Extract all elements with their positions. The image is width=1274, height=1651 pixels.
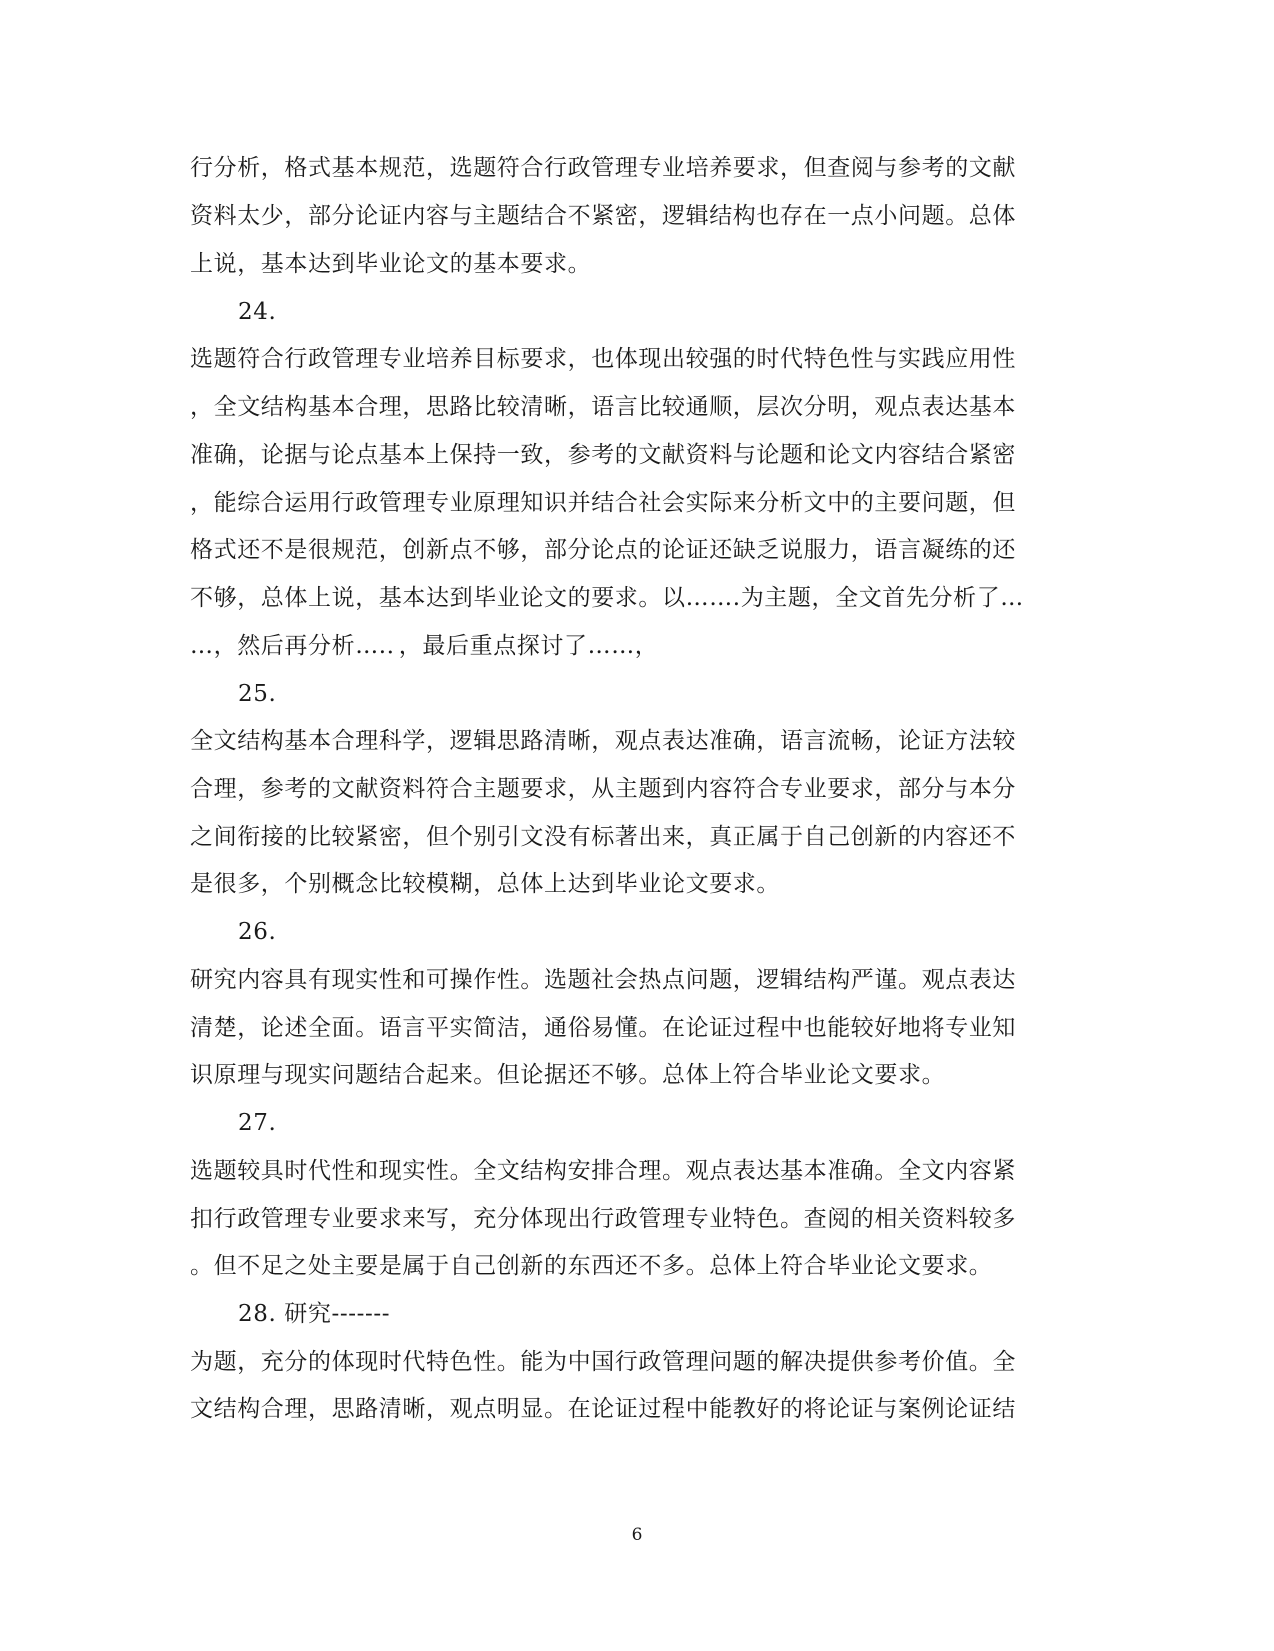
- text-line: 识原理与现实问题结合起来。但论据还不够。总体上符合毕业论文要求。: [190, 1062, 946, 1088]
- text-line: ，能综合运用行政管理专业原理知识并结合社会实际来分析文中的主要问题，但: [190, 490, 1016, 516]
- text-line: ，全文结构基本合理，思路比较清晰，语言比较通顺，层次分明，观点表达基本: [190, 394, 1016, 420]
- item-number: 28. 研究-------: [238, 1301, 391, 1327]
- text-line: 格式还不是很规范，创新点不够，部分论点的论证还缺乏说服力，语言凝练的还: [190, 537, 1016, 563]
- page-number: 6: [631, 1525, 643, 1545]
- item-number: 25.: [238, 681, 277, 707]
- text-line: 不够，总体上说，基本达到毕业论文的要求。以…….为主题，全文首先分析了…: [190, 585, 1024, 611]
- text-line: 。但不足之处主要是属于自己创新的东西还不多。总体上符合毕业论文要求。: [190, 1253, 993, 1279]
- text-line: 全文结构基本合理科学，逻辑思路清晰，观点表达准确，语言流畅，论证方法较: [190, 728, 1016, 754]
- text-line: 上说，基本达到毕业论文的基本要求。: [190, 251, 592, 277]
- text-line: 为题，充分的体现时代特色性。能为中国行政管理问题的解决提供参考价值。全: [190, 1349, 1016, 1375]
- text-line: 扣行政管理专业要求来写，充分体现出行政管理专业特色。查阅的相关资料较多: [190, 1206, 1016, 1232]
- text-line: 资料太少，部分论证内容与主题结合不紧密，逻辑结构也存在一点小问题。总体: [190, 203, 1016, 229]
- text-line: 合理，参考的文献资料符合主题要求，从主题到内容符合专业要求，部分与本分: [190, 776, 1016, 802]
- text-line: …，然后再分析….．，最后重点探讨了……，: [190, 633, 659, 659]
- text-line: 文结构合理，思路清晰，观点明显。在论证过程中能教好的将论证与案例论证结: [190, 1396, 1016, 1422]
- item-number: 24.: [238, 299, 277, 325]
- text-line: 清楚，论述全面。语言平实简洁，通俗易懂。在论证过程中也能较好地将专业知: [190, 1015, 1016, 1041]
- text-line: 行分析，格式基本规范，选题符合行政管理专业培养要求，但查阅与参考的文献: [190, 155, 1016, 181]
- text-line: 是很多，个别概念比较模糊，总体上达到毕业论文要求。: [190, 871, 780, 897]
- item-number: 26.: [238, 919, 277, 945]
- text-line: 选题符合行政管理专业培养目标要求，也体现出较强的时代特色性与实践应用性: [190, 346, 1016, 372]
- text-line: 选题较具时代性和现实性。全文结构安排合理。观点表达基本准确。全文内容紧: [190, 1158, 1016, 1184]
- text-line: 之间衔接的比较紧密，但个别引文没有标著出来，真正属于自己创新的内容还不: [190, 824, 1016, 850]
- text-line: 研究内容具有现实性和可操作性。选题社会热点问题，逻辑结构严谨。观点表达: [190, 967, 1016, 993]
- item-number: 27.: [238, 1110, 277, 1136]
- text-line: 准确，论据与论点基本上保持一致，参考的文献资料与论题和论文内容结合紧密: [190, 442, 1016, 468]
